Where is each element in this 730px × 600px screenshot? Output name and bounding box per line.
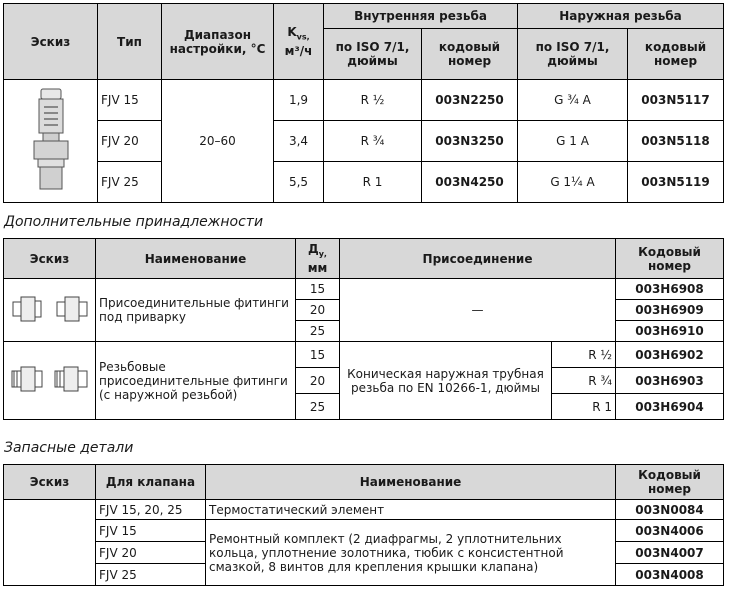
thread-cell: R ¾ bbox=[552, 368, 616, 394]
dn-cell: 15 bbox=[296, 342, 340, 368]
connection-text: Коническая наружная трубная резьба по EN 10266-1, дюймы bbox=[340, 342, 552, 420]
range-header: Диапазон настройки, °C bbox=[162, 4, 274, 80]
code-external-header: кодовый номер bbox=[628, 29, 724, 80]
dn-cell: 25 bbox=[296, 394, 340, 420]
int-thread-cell: R ¾ bbox=[324, 121, 422, 162]
table-row bbox=[4, 342, 724, 368]
table-row bbox=[4, 520, 724, 542]
valve-cell: FJV 15 bbox=[96, 520, 206, 542]
range-cell: 20–60 bbox=[162, 80, 274, 203]
thermostatic-valve-image bbox=[28, 85, 74, 195]
kvs-unit: м³/ч bbox=[284, 44, 313, 59]
code-internal-header: кодовый номер bbox=[422, 29, 518, 80]
table-row bbox=[4, 500, 724, 520]
dn-subscript: у, bbox=[318, 249, 327, 259]
spare-sketch-cell bbox=[4, 500, 96, 586]
valve-sketch bbox=[4, 80, 98, 203]
code-cell: 003H6903 bbox=[616, 368, 724, 394]
iso-external-header: по ISO 7/1, дюймы bbox=[518, 29, 628, 80]
code-cell: 003N0084 bbox=[616, 500, 724, 520]
threaded-fitting-sketch bbox=[4, 342, 96, 420]
kvs-letter: K bbox=[287, 24, 297, 39]
dn-header bbox=[296, 239, 340, 279]
code-header: Кодовый номер bbox=[616, 239, 724, 279]
valve-cell: FJV 15, 20, 25 bbox=[96, 500, 206, 520]
weld-fitting-name: Присоединительные фитинги под приварку bbox=[96, 279, 296, 342]
code-cell: 003N4007 bbox=[616, 542, 724, 564]
thread-cell: R ½ bbox=[552, 342, 616, 368]
dn-cell: 20 bbox=[296, 300, 340, 321]
ext-thread-cell: G ¾ A bbox=[518, 80, 628, 121]
type-cell: FJV 25 bbox=[98, 162, 162, 203]
accessories-table bbox=[3, 238, 724, 420]
kvs-header bbox=[274, 4, 324, 80]
kvs-cell: 5,5 bbox=[274, 162, 324, 203]
threaded-fitting-name: Резьбовые присоединительные фитинги (с наружной резьбой) bbox=[96, 342, 296, 420]
code-cell: 003H6902 bbox=[616, 342, 724, 368]
code-cell: 003H6910 bbox=[616, 321, 724, 342]
type-cell: FJV 20 bbox=[98, 121, 162, 162]
int-code-cell: 003N4250 bbox=[422, 162, 518, 203]
code-cell: 003N4006 bbox=[616, 520, 724, 542]
internal-thread-header: Внутренняя резьба bbox=[324, 4, 518, 29]
code-cell: 003H6909 bbox=[616, 300, 724, 321]
type-header: Тип bbox=[98, 4, 162, 80]
ext-code-cell: 003N5118 bbox=[628, 121, 724, 162]
sketch-header: Эскиз bbox=[4, 465, 96, 500]
accessories-caption: Дополнительные принадлежности bbox=[4, 214, 264, 230]
iso-internal-header: по ISO 7/1, дюймы bbox=[324, 29, 422, 80]
external-thread-header: Наружная резьба bbox=[518, 4, 724, 29]
name-header: Наименование bbox=[206, 465, 616, 500]
sketch-header: Эскиз bbox=[4, 239, 96, 279]
code-cell: 003N4008 bbox=[616, 564, 724, 586]
connection-header: Присоединение bbox=[340, 239, 616, 279]
type-cell: FJV 15 bbox=[98, 80, 162, 121]
kvs-cell: 1,9 bbox=[274, 80, 324, 121]
dn-letter: Д bbox=[308, 241, 319, 256]
int-code-cell: 003N2250 bbox=[422, 80, 518, 121]
threaded-fitting-image bbox=[9, 359, 91, 399]
name-header: Наименование bbox=[96, 239, 296, 279]
dn-cell: 25 bbox=[296, 321, 340, 342]
int-code-cell: 003N3250 bbox=[422, 121, 518, 162]
kvs-cell: 3,4 bbox=[274, 121, 324, 162]
kvs-subscript: vs, bbox=[296, 32, 310, 42]
valve-cell: FJV 25 bbox=[96, 564, 206, 586]
int-thread-cell: R ½ bbox=[324, 80, 422, 121]
code-cell: 003H6904 bbox=[616, 394, 724, 420]
dn-unit: мм bbox=[307, 261, 328, 276]
ext-code-cell: 003N5117 bbox=[628, 80, 724, 121]
spare-parts-caption: Запасные детали bbox=[4, 440, 134, 456]
table-row bbox=[4, 162, 724, 203]
weld-fitting-sketch bbox=[4, 279, 96, 342]
table-row bbox=[4, 121, 724, 162]
connection-dash: — bbox=[340, 279, 616, 342]
table-row bbox=[4, 279, 724, 300]
ext-code-cell: 003N5119 bbox=[628, 162, 724, 203]
weld-fitting-image bbox=[9, 289, 91, 329]
name-cell: Термостатический элемент bbox=[206, 500, 616, 520]
thread-cell: R 1 bbox=[552, 394, 616, 420]
repair-kit-name: Ремонтный комплект (2 диафрагмы, 2 уплотнительних кольца, уплотнение золотника, тюбик с консистентной смазкой, 8 винтов для крепления крышки клапана) bbox=[206, 520, 616, 586]
spare-parts-table bbox=[3, 464, 724, 586]
dn-cell: 15 bbox=[296, 279, 340, 300]
valve-types-table bbox=[3, 3, 724, 203]
sketch-header: Эскиз bbox=[4, 4, 98, 80]
table-row bbox=[4, 80, 724, 121]
code-header: Кодовый номер bbox=[616, 465, 724, 500]
valve-cell: FJV 20 bbox=[96, 542, 206, 564]
code-cell: 003H6908 bbox=[616, 279, 724, 300]
ext-thread-cell: G 1 A bbox=[518, 121, 628, 162]
ext-thread-cell: G 1¼ A bbox=[518, 162, 628, 203]
valve-header: Для клапана bbox=[96, 465, 206, 500]
dn-cell: 20 bbox=[296, 368, 340, 394]
int-thread-cell: R 1 bbox=[324, 162, 422, 203]
